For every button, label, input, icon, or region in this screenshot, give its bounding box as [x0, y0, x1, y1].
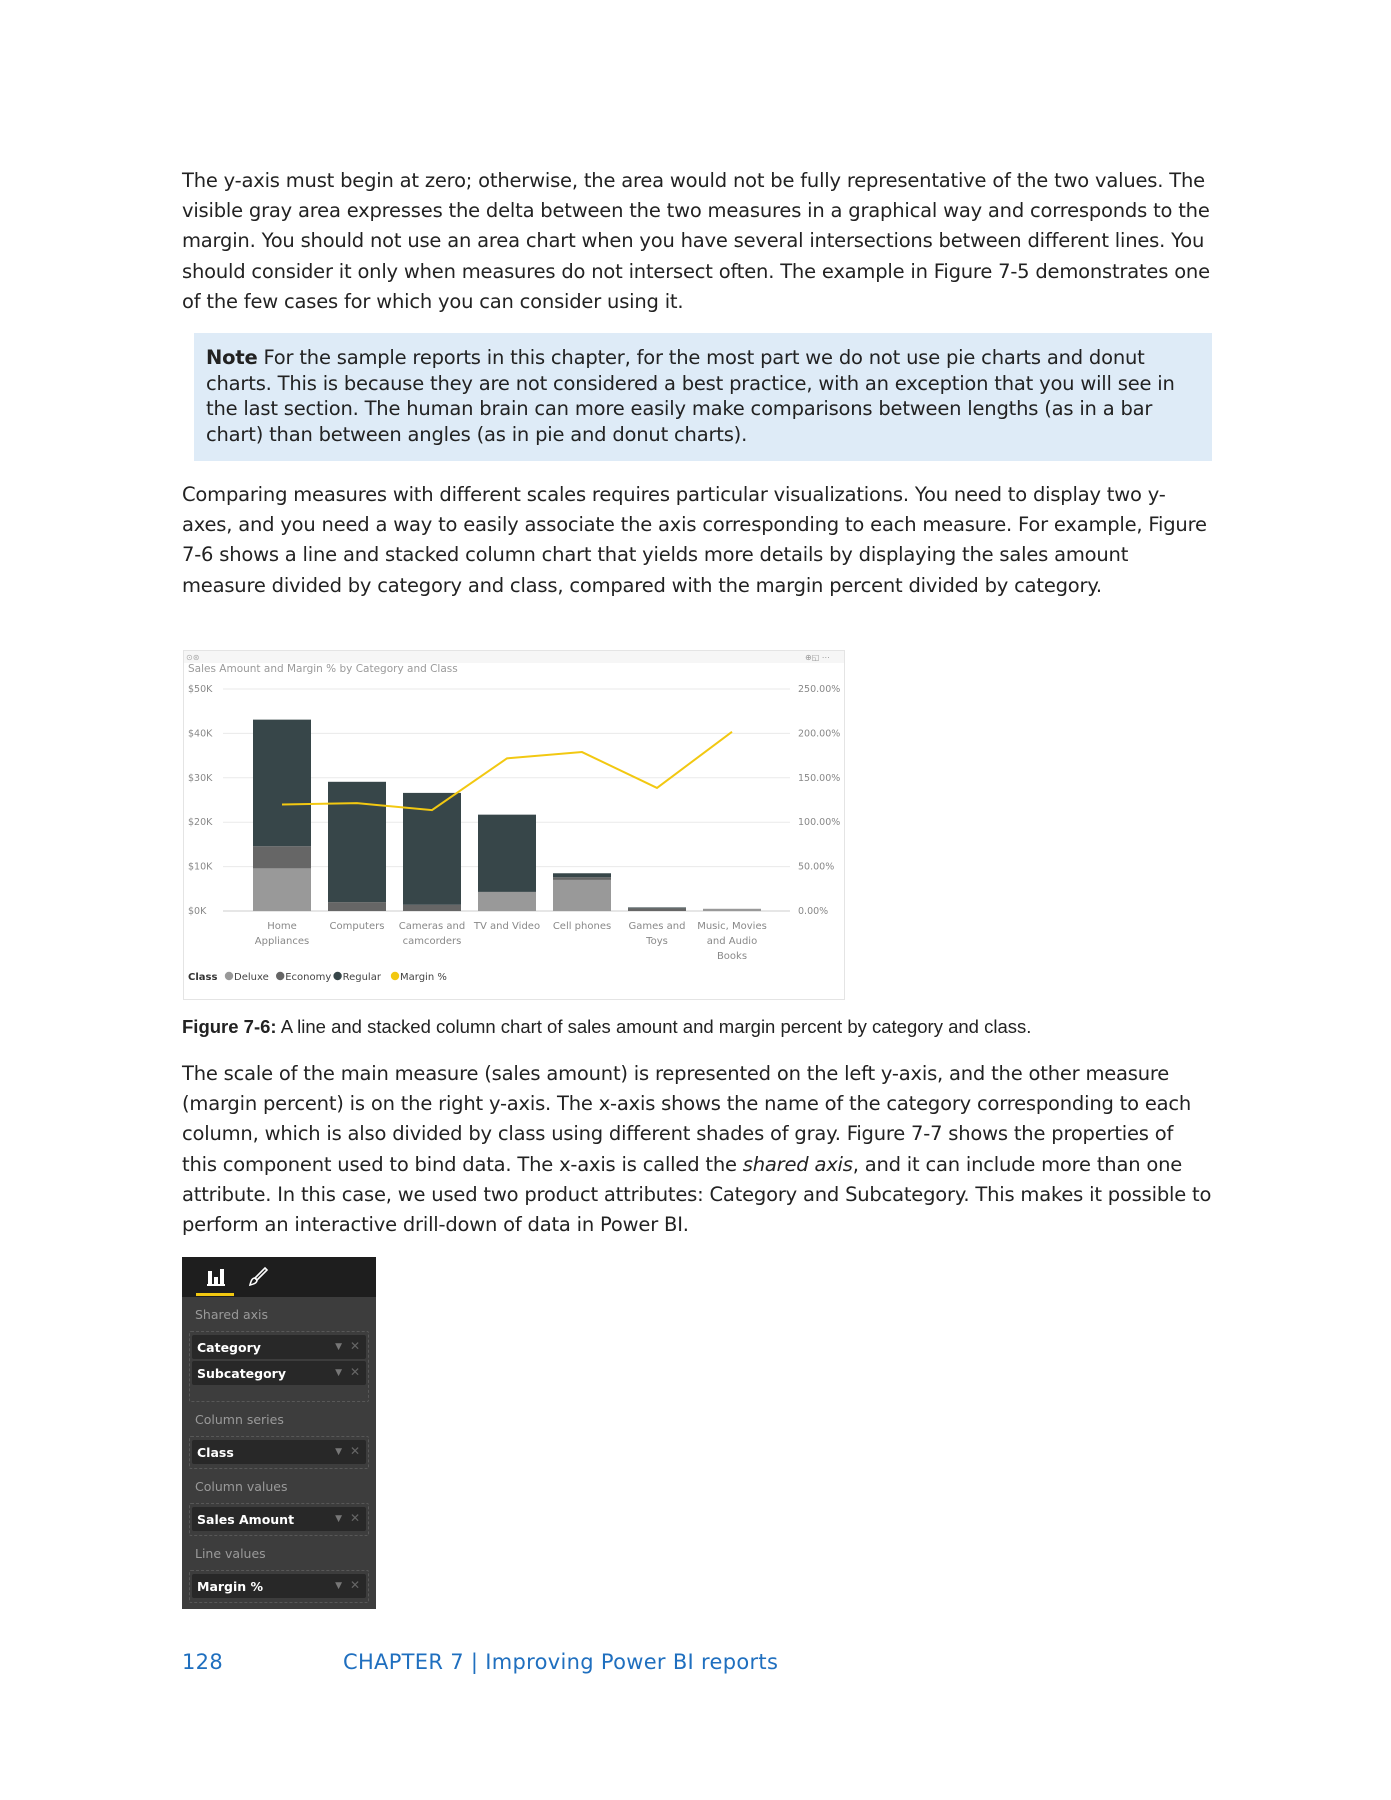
well-label: Column values [195, 1479, 288, 1494]
close-icon[interactable]: ✕ [349, 1365, 360, 1379]
bar-segment-regular [628, 907, 686, 908]
field-name: Category [197, 1339, 261, 1355]
p3-text-end: , and it can include more than one attribute. In this case, we used two product attributes: Category and Subcategory. This makes it possible to perform an interactive drill-down of data in Power BI. [182, 1152, 1212, 1237]
page-number: 128 [182, 1650, 223, 1674]
bar-segment-deluxe [253, 868, 311, 911]
well-label: Column series [195, 1412, 284, 1427]
y-tick-left: $10K [188, 861, 213, 873]
caption-label: Figure 7-6: [182, 1016, 277, 1037]
close-icon[interactable]: ✕ [349, 1444, 360, 1458]
y-tick-right: 100.00% [798, 817, 841, 829]
bar-segment-deluxe [703, 909, 761, 911]
chapter-label: CHAPTER 7 [343, 1650, 464, 1674]
chapter-title: Improving Power BI reports [485, 1650, 779, 1674]
p3-text: The scale of the main measure (sales amount) is represented on the left y-axis, and the other measure (margin percent) is on the right y-axis. The x-axis shows the name of the category corresponding to each column, which is also divided by class using different shades of gray. Figure 7-7 shows the properties of this component used to bind data. The x-axis is called the [182, 1062, 1192, 1176]
note-box [194, 333, 1212, 461]
legend-swatch [276, 972, 284, 980]
x-tick-label: Cell phones [552, 921, 612, 932]
x-tick-label: Games and [628, 921, 686, 932]
legend-entry: Deluxe [234, 972, 269, 983]
bar-segment-regular [253, 720, 311, 847]
p3-italic: shared axis [742, 1152, 853, 1176]
chevron-down-icon[interactable]: ▼ [335, 1514, 342, 1524]
chevron-down-icon[interactable]: ▼ [335, 1581, 342, 1591]
bar-segment-economy [403, 905, 461, 911]
field-name: Sales Amount [197, 1511, 295, 1527]
x-tick-label: Books [716, 951, 748, 962]
field-pill[interactable] [192, 1335, 366, 1359]
visualization-fields-panel [182, 1257, 376, 1609]
running-footer [343, 1650, 778, 1674]
legend-entry: Regular [342, 972, 381, 983]
y-tick-right: 250.00% [798, 684, 841, 695]
field-name: Class [197, 1444, 234, 1460]
header-icons: ⊕◱ ⋯ [805, 653, 830, 662]
close-icon[interactable]: ✕ [349, 1511, 360, 1525]
y-tick-right: 0.00% [798, 906, 829, 917]
chevron-down-icon[interactable]: ▼ [335, 1368, 342, 1378]
x-tick-label: TV and Video [473, 921, 541, 932]
bar-segment-economy [253, 846, 311, 868]
chevron-down-icon[interactable]: ▼ [335, 1447, 342, 1457]
footer-separator: | [470, 1650, 479, 1674]
bar-segment-regular [478, 815, 536, 892]
field-well[interactable] [189, 1570, 369, 1603]
bar-segment-deluxe [478, 892, 536, 911]
chart-header-bar [184, 651, 844, 663]
field-well[interactable] [189, 1331, 369, 1402]
legend-entry: Economy [285, 972, 332, 983]
chevron-down-icon[interactable]: ▼ [335, 1342, 342, 1352]
x-tick-label: Appliances [254, 936, 310, 947]
legend-entry: Margin % [400, 972, 447, 983]
active-tab-indicator [196, 1293, 234, 1296]
paintbrush-icon[interactable] [246, 1265, 270, 1289]
field-well[interactable] [189, 1503, 369, 1536]
bar-segment-economy [628, 908, 686, 911]
field-name: Subcategory [197, 1365, 286, 1381]
note-label: Note [206, 346, 258, 369]
close-icon[interactable]: ✕ [349, 1339, 360, 1353]
y-tick-right: 200.00% [798, 728, 841, 740]
y-tick-right: 150.00% [798, 772, 841, 784]
x-tick-label: Cameras and [398, 921, 466, 932]
paragraph-3 [182, 1059, 1212, 1240]
legend-swatch [391, 972, 399, 980]
x-tick-label: Computers [329, 921, 385, 932]
field-pill[interactable] [192, 1361, 366, 1385]
bar-chart-icon[interactable] [204, 1265, 228, 1289]
field-pill[interactable] [192, 1440, 366, 1464]
bar-segment-regular [328, 782, 386, 902]
bar-segment-deluxe [553, 880, 611, 911]
bar-segment-economy [553, 877, 611, 880]
y-tick-right: 50.00% [798, 861, 835, 873]
y-tick-left: $0K [188, 906, 207, 917]
field-pill[interactable] [192, 1574, 366, 1598]
legend-swatch [333, 972, 341, 980]
caption-text: A line and stacked column chart of sales amount and margin percent by category and class. [280, 1016, 1032, 1037]
chart-title: Sales Amount and Margin % by Category and Class [188, 663, 458, 675]
legend-title: Class [188, 972, 218, 983]
y-tick-left: $30K [188, 772, 213, 784]
x-tick-label: Music, Movies [697, 921, 767, 932]
y-tick-left: $40K [188, 728, 213, 740]
x-tick-label: camcorders [402, 936, 462, 947]
legend-swatch [225, 972, 233, 980]
well-label: Shared axis [195, 1307, 269, 1322]
x-tick-label: Toys [646, 936, 668, 947]
x-tick-label: and Audio [706, 936, 758, 947]
y-tick-left: $20K [188, 817, 213, 829]
y-tick-left: $50K [188, 684, 213, 695]
drill-icons: ⊙⊛ [186, 653, 200, 662]
note-text: For the sample reports in this chapter, for the most part we do not use pie charts and donut charts. This is because they are not considered a best practice, with an exception that you will see in the last section. The human brain can more easily make comparisons between lengths (as in a bar chart) than between angles (as in pie and donut charts). [206, 346, 1175, 446]
bar-segment-regular [553, 873, 611, 877]
field-name: Margin % [197, 1578, 264, 1594]
bar-segment-economy [328, 902, 386, 911]
panel-tabs [182, 1257, 376, 1297]
paragraph-2: Comparing measures with different scales requires particular visualizations. You need to display two y-axes, and you need a way to easily associate the axis corresponding to each measure. For example, Figure 7-6 shows a line and stacked column chart that yields more details by displaying the sales amount measure divided by category and class, compared with the margin percent divided by category. [182, 483, 1207, 597]
paragraph-1: The y-axis must begin at zero; otherwise, the area would not be fully representative of the two values. The visible gray area expresses the delta between the two measures in a graphical way and corresponds to the margin. You should not use an area chart when you have several intersections between different lines. You should consider it only when measures do not intersect often. The example in Figure 7-5 demonstrates one of the few cases for which you can consider using it. [182, 169, 1210, 313]
close-icon[interactable]: ✕ [349, 1578, 360, 1592]
x-tick-label: Home [267, 921, 297, 932]
field-pill[interactable] [192, 1507, 366, 1531]
figure-caption [182, 1016, 1031, 1038]
line-stacked-column-chart [183, 650, 845, 1000]
field-well[interactable] [189, 1436, 369, 1469]
well-label: Line values [195, 1546, 266, 1561]
